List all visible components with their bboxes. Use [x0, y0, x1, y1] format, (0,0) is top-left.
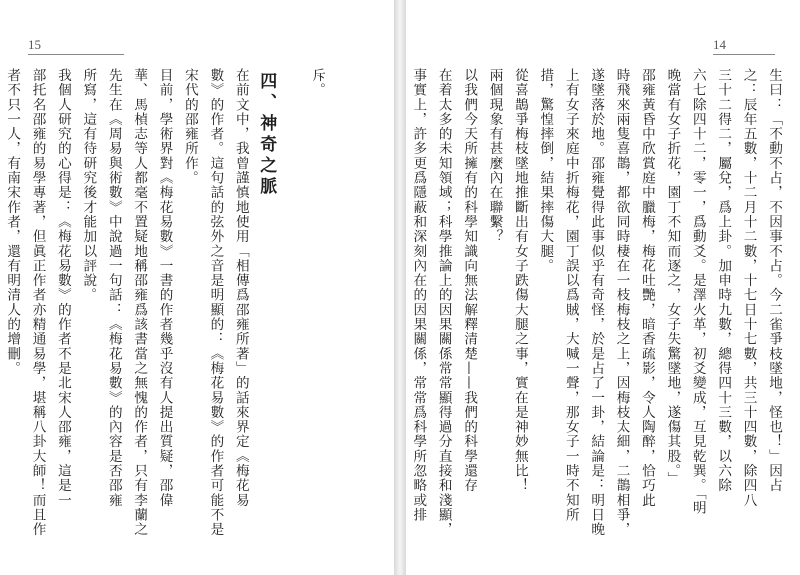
blank-column	[278, 68, 303, 560]
text-column: 在前文中，我曾謹慎地使用「相傳爲邵雍所著」的話來界定《梅花易	[232, 68, 249, 508]
page-number-left: 15	[28, 37, 41, 52]
text-column: 華、馬楨志等人都毫不置疑地稱邵雍爲該書當之無愧的作者，只有李蘭之	[131, 68, 148, 537]
text-column: 措，驚惶摔倒，結果摔傷大腿。	[537, 68, 554, 274]
text-column: 生曰：「不動不占，不因事不占。今二雀爭枝墜地，怪也！」因占	[766, 68, 782, 493]
text-column: 數》的作者。這句話的弦外之音是明顯的：《梅花易數》的作者可能不是	[207, 68, 224, 537]
text-column: 目前，學術界對《梅花易數》一書的作者幾乎沒有人提出質疑，邵偉	[156, 68, 173, 508]
text-column: 遂墜落於地。邵雍覺得此事似乎有奇怪，於是占了一卦，結論是：明日晚	[588, 68, 605, 537]
text-column: 我個人研究的心得是：《梅花易數》的作者不是北宋人邵雍，這是一	[54, 68, 71, 508]
text-column: 斥。	[309, 68, 325, 98]
text-column: 三十二得二，屬兌，爲上卦。加申時九數，總得四十三數，以六除	[715, 68, 732, 493]
left-page-body	[4, 68, 329, 560]
text-column: 從喜鵲爭梅枝墜地推斷出有女子跌傷大腿之事，實在是神妙無比！	[511, 68, 528, 493]
text-column: 邵雍黃昏中欣賞庭中臘梅，梅花吐艷，暗香疏影，令人陶醉，恰巧此	[638, 68, 655, 508]
header-rule-right	[713, 54, 775, 55]
text-column: 所寫，這有待研究後才能加以評說。	[80, 68, 97, 303]
text-column: 先生在《周易與術數》中說過一句話：《梅花易數》的內容是否邵雍	[105, 68, 122, 508]
right-page	[406, 0, 800, 575]
text-column: 時飛來兩隻喜鵲，都欲同時棲在一枝梅枝之上，因梅枝太細，二鵲相爭，	[613, 68, 630, 537]
text-column: 部托名邵雍的易學專著，但眞正作者亦精通易學，堪稱八卦大師！而且作	[29, 68, 46, 537]
right-page-body	[410, 68, 786, 560]
text-column: 上有女子來庭中折梅花，園丁誤以爲賊，大喊一聲，那女子一時不知所	[562, 68, 579, 523]
text-column: 晚當有女子折花，園丁不知而逐之，女子失驚墜地，遂傷其股。」	[664, 68, 681, 487]
text-column: 宋代的邵雍所作。	[181, 68, 198, 186]
text-column: 六七除四十二，零一，爲動爻。是澤火革，初爻變成，互見乾巽。「明	[689, 68, 706, 516]
section-heading: 四、神奇之脈	[256, 72, 277, 198]
page-number-right: 14	[713, 37, 726, 52]
header-rule-left	[28, 54, 124, 55]
text-column: 之：辰年五數，十二月十二數，十七日十七數，共三十四數，除四八	[740, 68, 757, 508]
text-column: 兩個現象有甚麼內在聯繫？	[486, 68, 503, 244]
text-column: 者不只一人，有南宋作者，還有明清人的增刪。	[4, 68, 21, 376]
left-page	[0, 0, 394, 575]
text-column: 事實上，許多更爲隱蔽和深刻內在的因果關係，常常爲科學所忽略或排	[410, 68, 427, 523]
text-column: 在着太多的未知領域；科學推論上的因果關係常常顯得過分直接和淺顯，	[435, 68, 452, 537]
text-column: 以我們今天所擁有的科學知識向無法解釋清楚——我們的科學還存	[461, 68, 478, 493]
